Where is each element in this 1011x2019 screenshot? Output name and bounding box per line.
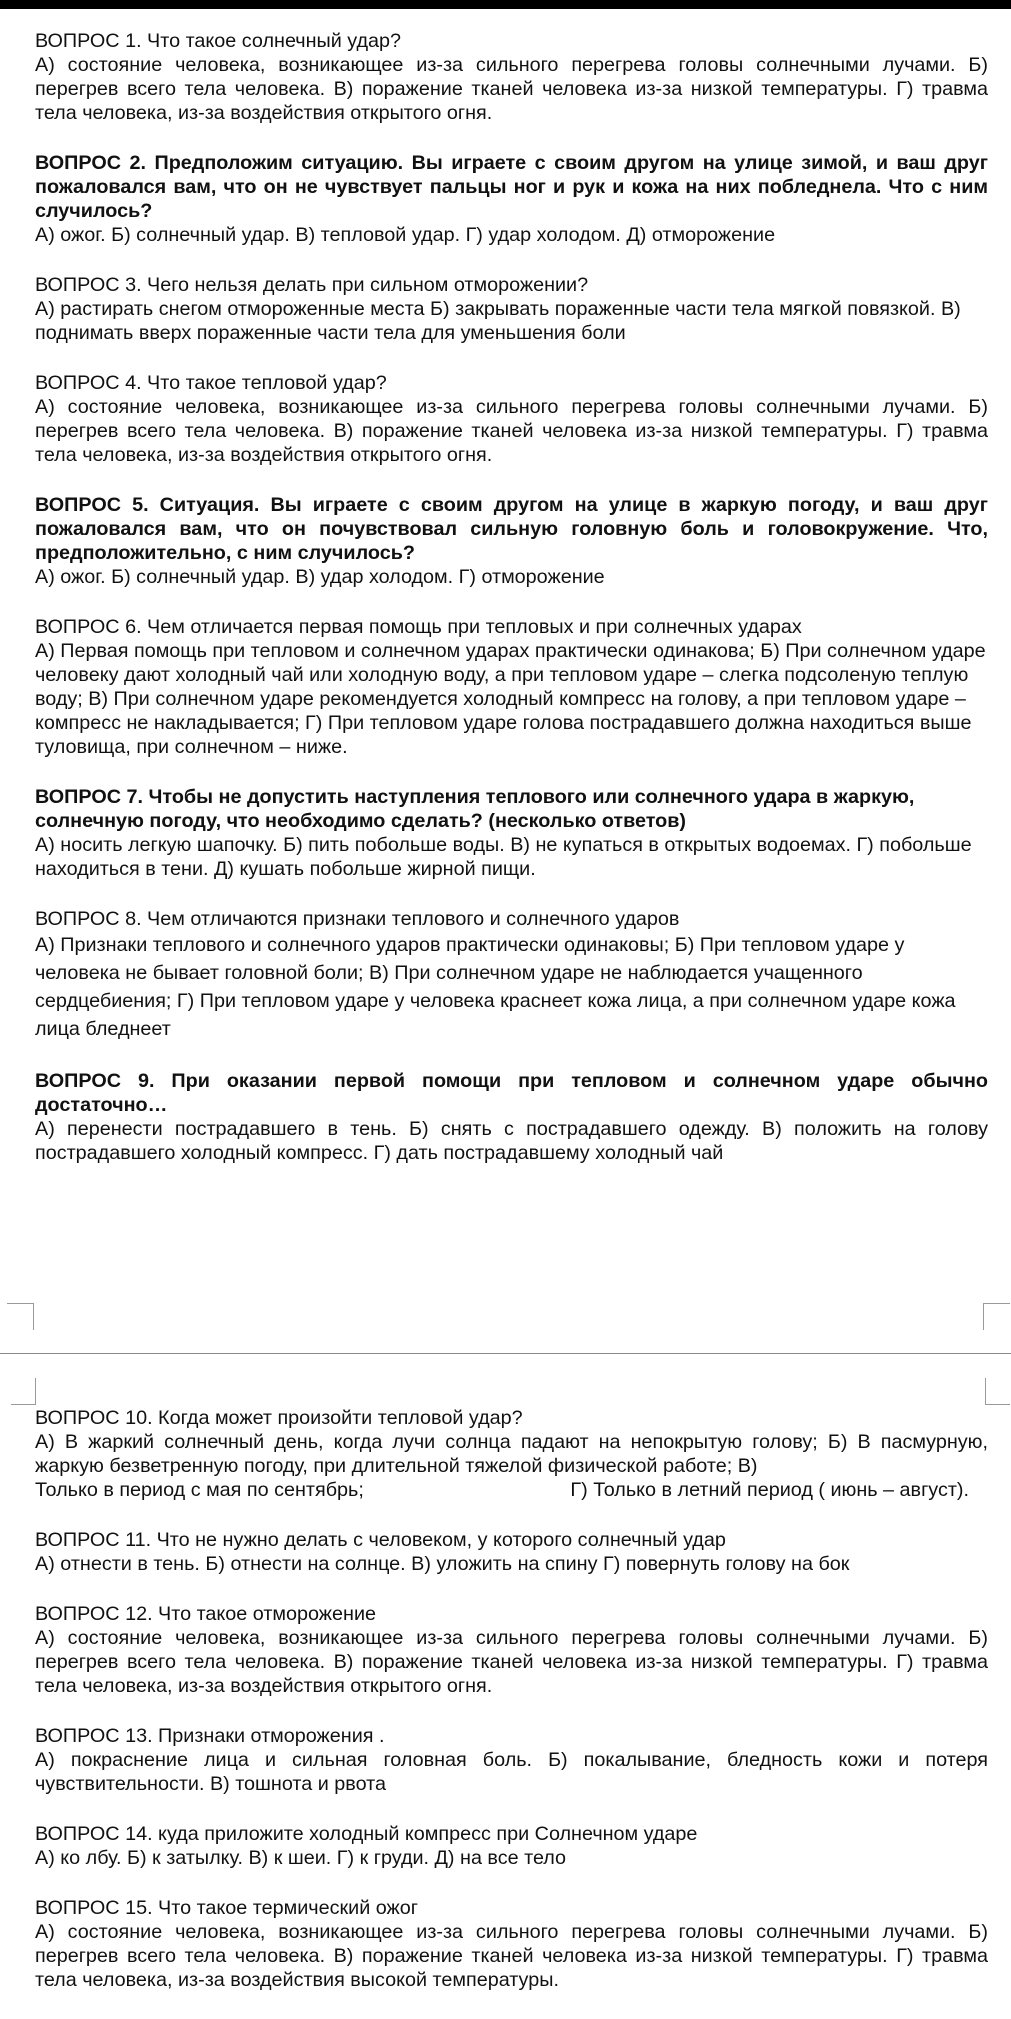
question-12 [35, 1602, 988, 1698]
question-title: ВОПРОС 7. Чтобы не допустить наступления теплового или солнечного удара в жаркую, солнечную погоду, что необходимо сделать? (несколько ответов) [35, 786, 915, 832]
question-3 [35, 273, 988, 345]
question-answers: А) Признаки теплового и солнечного ударов практически одинаковы; Б) При тепловом ударе у человека не бывает головной боли; В) При солнечном ударе не наблюдается учащенного сердцебиения; Г) При тепловом ударе у человека краснеет кожа лица, а при солнечном ударе кожа лица бледнеет [35, 934, 956, 1040]
question-answers: А) ко лбу. Б) к затылку. В) к шеи. Г) к груди. Д) на все тело [35, 1847, 567, 1869]
question-answers: А) состояние человека, возникающее из-за сильного перегрева головы солнечными лучами. Б) перегрев всего тела человека. В) поражение тканей человека из-за низкой температуры. Г) травма тела человека, из-за воздействия открытого огня. [35, 1627, 988, 1697]
question-answers: А) состояние человека, возникающее из-за сильного перегрева головы солнечными лучами. Б) перегрев всего тела человека. В) поражение тканей человека из-за низкой температуры. Г) травма тела человека, из-за воздействия открытого огня. [35, 54, 988, 124]
question-11 [35, 1528, 988, 1576]
question-answers: А) Первая помощь при тепловом и солнечном ударах практически одинакова; Б) При солнечном ударе человеку дают холодный чай или холодную воду, а при тепловом ударе – слегка подсоленую теплую воду; В) При солнечном ударе рекомендуется холодный компресс на голову, а при тепловом ударе – компресс не накладывается; Г) При тепловом ударе голова пострадавшего должна находиться выше туловища, при солнечном – ниже. [35, 640, 986, 758]
question-title: ВОПРОС 13. Признаки отморожения . [35, 1725, 385, 1747]
document-page-2 [35, 1406, 988, 1992]
question-title: ВОПРОС 4. Что такое тепловой удар? [35, 372, 387, 394]
question-answers: А) отнести в тень. Б) отнести на солнце. В) уложить на спину Г) повернуть голову на бок [35, 1553, 850, 1575]
answer-g-text: Г) Только в летний период ( июнь – август). [570, 1479, 969, 1501]
question-4 [35, 371, 988, 467]
question-title: ВОПРОС 5. Ситуация. Вы играете с своим другом на улице в жаркую погоду, и ваш друг пожаловался вам, что он почувствовал сильную головную боль и головокружение. Что, предположительно, с ним случилось? [35, 494, 988, 564]
top-bar [0, 0, 1011, 9]
question-title: ВОПРОС 6. Чем отличается первая помощь при тепловых и при солнечных ударах [35, 616, 802, 638]
question-title: ВОПРОС 8. Чем отличаются признаки теплового и солнечного ударов [35, 908, 680, 930]
page-separator [0, 1353, 1011, 1354]
question-7 [35, 785, 988, 881]
question-9 [35, 1069, 988, 1165]
question-title: ВОПРОС 3. Чего нельзя делать при сильном отморожении? [35, 274, 589, 296]
page-break [0, 1295, 1011, 1355]
question-title: ВОПРОС 14. куда приложите холодный компресс при Солнечном ударе [35, 1823, 698, 1845]
page-corner-mark [983, 1303, 1010, 1330]
question-title: ВОПРОС 12. Что такое отморожение [35, 1603, 377, 1625]
question-title: ВОПРОС 9. При оказании первой помощи при тепловом и солнечном ударе обычно достаточно… [35, 1070, 988, 1116]
question-answers: А) ожог. Б) солнечный удар. В) тепловой удар. Г) удар холодом. Д) отморожение [35, 224, 776, 246]
question-answers: А) В жаркий солнечный день, когда лучи солнца падают на непокрытую голову; Б) В пасмурную, жаркую безветренную погоду, при длительной тяжелой физической работе; В) [35, 1431, 988, 1477]
question-answers: А) ожог. Б) солнечный удар. В) удар холодом. Г) отморожение [35, 566, 605, 588]
question-8 [35, 907, 988, 1043]
document-page-1 [35, 29, 988, 1165]
question-answers: А) носить легкую шапочку. Б) пить побольше воды. В) не купаться в открытых водоемах. Г) побольше находиться в тени. Д) кушать побольше жирной пищи. [35, 834, 972, 880]
question-10 [35, 1406, 988, 1502]
question-title: ВОПРОС 11. Что не нужно делать с человеком, у которого солнечный удар [35, 1529, 726, 1551]
page-corner-mark [11, 1378, 36, 1405]
question-5 [35, 493, 988, 589]
question-answers: А) покраснение лица и сильная головная боль. Б) покалывание, бледность кожи и потеря чувствительности. В) тошнота и рвота [35, 1749, 988, 1795]
question-title: ВОПРОС 10. Когда может произойти тепловой удар? [35, 1407, 523, 1429]
question-title: ВОПРОС 2. Предположим ситуацию. Вы играете с своим другом на улице зимой, и ваш друг пожаловался вам, что он не чувствует пальцы ног и рук и кожа на них побледнела. Что с ним случилось? [35, 152, 988, 222]
answer-v-text: Только в период с мая по сентябрь; [35, 1479, 364, 1501]
question-14 [35, 1822, 988, 1870]
page-corner-mark [985, 1378, 1010, 1405]
question-2 [35, 151, 988, 247]
question-15 [35, 1896, 988, 1992]
question-title: ВОПРОС 15. Что такое термический ожог [35, 1897, 418, 1919]
question-6 [35, 615, 988, 759]
page-corner-mark [7, 1303, 34, 1330]
question-title: ВОПРОС 1. Что такое солнечный удар? [35, 30, 402, 52]
question-answers-last-line [35, 1478, 988, 1502]
question-answers: А) растирать снегом отмороженные места Б) закрывать пораженные части тела мягкой повязкой. В) поднимать вверх пораженные части тела для уменьшения боли [35, 298, 961, 344]
question-answers: А) состояние человека, возникающее из-за сильного перегрева головы солнечными лучами. Б) перегрев всего тела человека. В) поражение тканей человека из-за низкой температуры. Г) травма тела человека, из-за воздействия высокой температуры. [35, 1921, 988, 1991]
question-answers: А) перенести пострадавшего в тень. Б) снять с пострадавшего одежду. В) положить на голову пострадавшего холодный компресс. Г) дать пострадавшему холодный чай [35, 1118, 988, 1164]
question-13 [35, 1724, 988, 1796]
question-answers: А) состояние человека, возникающее из-за сильного перегрева головы солнечными лучами. Б) перегрев всего тела человека. В) поражение тканей человека из-за низкой температуры. Г) травма тела человека, из-за воздействия открытого огня. [35, 396, 988, 466]
question-1 [35, 29, 988, 125]
